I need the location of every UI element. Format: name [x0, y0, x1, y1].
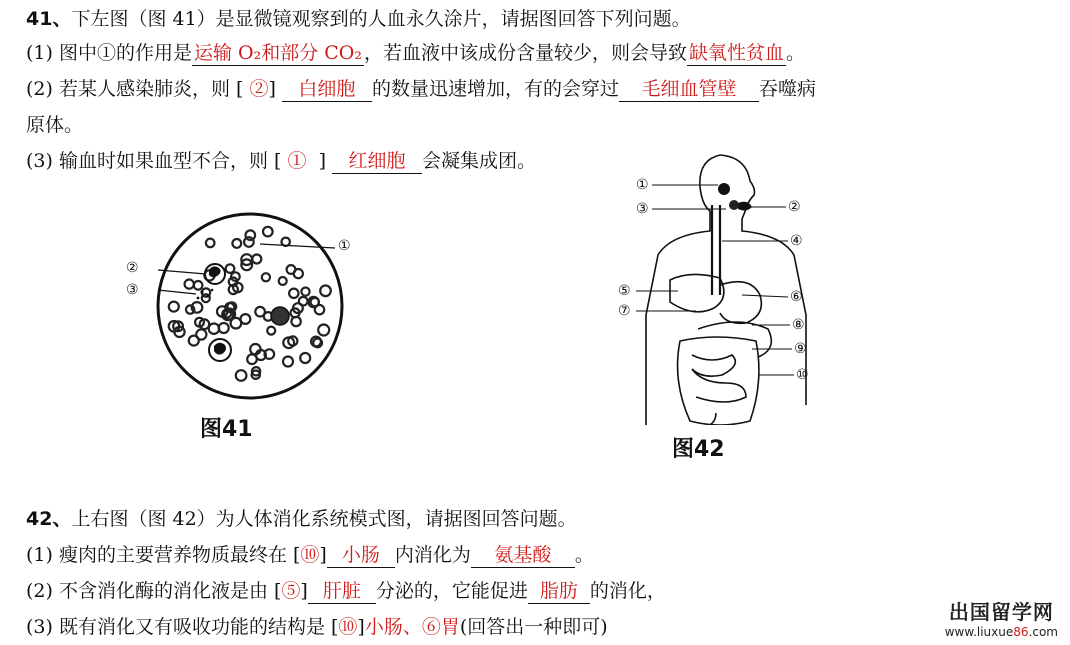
q42-p2-answer2: 肝脏: [322, 580, 361, 602]
q41-p2-blank2: [282, 77, 372, 102]
q42-p3-answer1: ⑩: [338, 616, 358, 638]
q41-p1-blank2: [687, 41, 786, 66]
q41-p3-text-b: ]: [318, 150, 326, 172]
q41-p2-blank3: [619, 77, 759, 102]
q41-p1-text-a: (1) 图中①的作用是: [26, 42, 192, 64]
site-watermark: [945, 596, 1058, 639]
q41-p2-text-e: 原体。: [26, 114, 84, 136]
q42-p1-blank3: [471, 543, 575, 568]
q42-p2-answer3: 脂肪: [539, 580, 578, 602]
q42-p3-text-c: (回答出一种即可): [459, 616, 608, 638]
figure-42-digestive-system: [610, 145, 860, 425]
q41-p1-blank1: [192, 41, 364, 66]
fig42-label-1: ①: [636, 177, 649, 193]
q41-p2-text-a: (2) 若某人感染肺炎，则 [: [26, 78, 244, 100]
q42-intro-text: 上右图（图 42）为人体消化系统模式图，请据图回答问题。: [71, 508, 577, 530]
q42-p1-text-b: ]: [319, 544, 327, 566]
q41-part2-cont: [26, 112, 83, 138]
figure-41-caption: 图41: [200, 417, 253, 442]
q42-p2-text-d: 的消化，: [589, 580, 666, 602]
q42-intro: [26, 506, 577, 532]
q41-p1-text-c: 。: [786, 42, 806, 64]
q41-p2-text-c: 的数量迅速增加，有的会穿过: [371, 78, 619, 100]
q42-p2-text-a: (2) 不含消化酶的消化液是由 [: [26, 580, 282, 602]
fig42-label-3: ③: [636, 201, 649, 217]
q41-p1-answer2: 缺氧性贫血: [689, 42, 785, 64]
q41-part3: [26, 148, 536, 174]
q41-p3-blank2: [332, 149, 422, 174]
q41-intro-text: 下左图（图 41）是显微镜观察到的人血永久涂片，请据图回答下列问题。: [71, 8, 691, 30]
q41-p3-answer1: ①: [287, 150, 307, 172]
q42-p1-answer1: ⑩: [300, 544, 320, 566]
fig42-label-8: ⑧: [792, 317, 805, 333]
q41-p3-text-c: 会凝集成团。: [422, 150, 537, 172]
q42-p2-blank2: [308, 579, 376, 604]
q42-p1-text-c: 内消化为: [394, 544, 471, 566]
watermark-title: 出国留学网: [948, 600, 1054, 624]
fig41-label-3: ③: [126, 282, 139, 298]
q42-p2-text-b: ]: [300, 580, 308, 602]
figure-41-blood-smear: [120, 210, 370, 410]
fig42-label-5: ⑤: [618, 283, 631, 299]
q41-p2-answer2: 白细胞: [298, 78, 356, 100]
q41-p1-text-b: ，若血液中该成份含量较少，则会导致: [363, 42, 687, 64]
q41-p3-text-a: (3) 输血时如果血型不合，则 [: [26, 150, 282, 172]
q42-part2: [26, 578, 666, 604]
q42-part3: [26, 614, 608, 640]
q41-p2-text-b: ]: [268, 78, 276, 100]
q42-number: 42、: [26, 508, 72, 530]
q42-p1-text-d: 。: [574, 544, 594, 566]
q41-part1: [26, 40, 805, 66]
fig41-label-2: ②: [126, 260, 139, 276]
q42-p2-blank3: [528, 579, 590, 604]
q41-p2-answer1: ②: [249, 78, 269, 100]
q41-p1-answer1: 运输 O₂和部分 CO₂: [193, 42, 362, 64]
q41-part2: [26, 76, 816, 102]
q42-p1-answer3: 氨基酸: [494, 544, 552, 566]
watermark-url-a: www.liuxue: [944, 625, 1014, 639]
fig42-label-7: ⑦: [618, 303, 631, 319]
q41-p3-answer2: 红细胞: [348, 150, 406, 172]
q41-p2-text-d: 吞噬病: [758, 78, 816, 100]
fig42-label-9: ⑨: [794, 341, 807, 357]
fig41-label-1: ①: [338, 238, 351, 254]
q42-p2-answer1: ⑤: [281, 580, 301, 602]
q41-p2-answer3: 毛细血管壁: [641, 78, 737, 100]
watermark-url-b: 86: [1013, 625, 1029, 639]
fig42-label-10: ⑩: [796, 367, 809, 383]
q42-part1: [26, 542, 594, 568]
watermark-url: [945, 625, 1058, 639]
fig42-label-2: ②: [788, 199, 801, 215]
q42-p3-text-b: ]: [357, 616, 365, 638]
fig42-label-4: ④: [790, 233, 803, 249]
q42-p3-text-a: (3) 既有消化又有吸收功能的结构是 [: [26, 616, 339, 638]
q41-intro: [26, 6, 691, 32]
q42-p1-blank2: [327, 543, 395, 568]
fig42-label-6: ⑥: [790, 289, 803, 305]
figure-42-caption: 图42: [672, 437, 725, 462]
q42-p2-text-c: 分泌的，它能促进: [375, 580, 528, 602]
q42-p1-answer2: 小肠: [341, 544, 380, 566]
watermark-url-c: .com: [1028, 625, 1058, 639]
q42-p3-answer2: 小肠、⑥胃: [364, 616, 460, 638]
q42-p1-text-a: (1) 瘦肉的主要营养物质最终在 [: [26, 544, 301, 566]
q41-number: 41、: [26, 8, 72, 30]
